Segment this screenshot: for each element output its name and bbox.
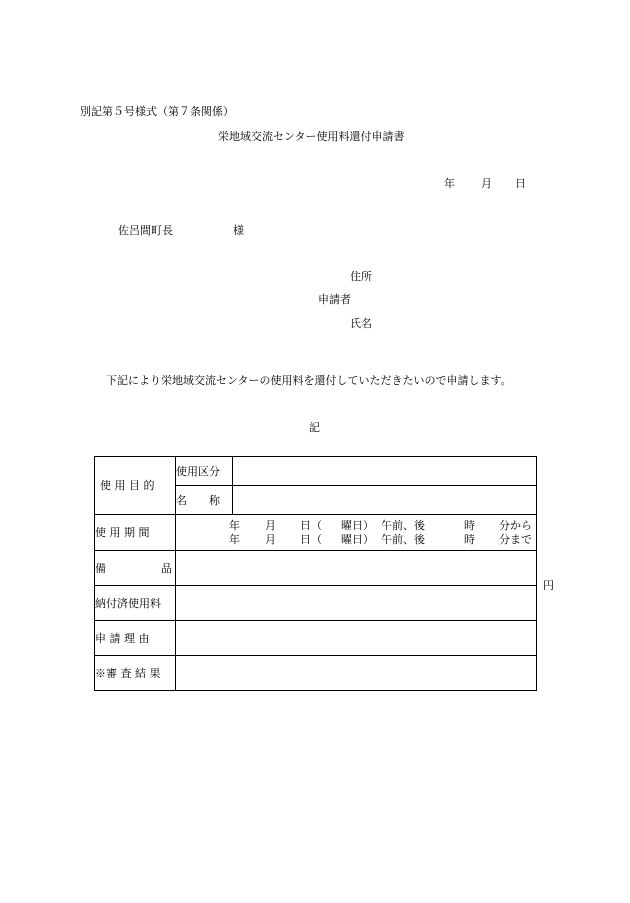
usage-category-field[interactable] xyxy=(233,457,537,486)
equipment-field[interactable] xyxy=(176,551,537,586)
purpose-label: 使 用 目 的 xyxy=(95,457,176,515)
period-from-line: 年 月 日（ 曜日） 午前、後 時 分から xyxy=(229,518,532,532)
application-table xyxy=(94,456,554,691)
table-row xyxy=(95,586,537,621)
facility-name-field[interactable] xyxy=(233,486,537,515)
paid-fee-label: 納付済使用料 xyxy=(95,586,176,621)
addressee-honorific: 様 xyxy=(233,224,244,237)
applicant-label: 申請者 xyxy=(318,293,351,306)
name-label: 氏名 xyxy=(350,317,372,330)
facility-name-label: 名 称 xyxy=(176,486,233,515)
yen-unit: 円 xyxy=(543,579,554,592)
addressee-name: 佐呂間町長 xyxy=(118,224,173,237)
form-number: 別記第５号様式（第７条関係） xyxy=(80,105,234,118)
period-field[interactable] xyxy=(176,515,537,551)
table-row xyxy=(95,457,537,486)
ki-label: 記 xyxy=(309,421,320,434)
reason-field[interactable] xyxy=(176,621,537,656)
table-row xyxy=(95,656,537,691)
address-label: 住所 xyxy=(350,270,372,283)
date-month: 月 xyxy=(481,177,492,190)
review-result-field[interactable] xyxy=(176,656,537,691)
paid-fee-field[interactable] xyxy=(176,579,554,621)
table-row xyxy=(95,621,537,656)
date-day: 日 xyxy=(515,177,526,190)
document-title: 栄地域交流センター使用料還付申請書 xyxy=(218,130,405,143)
date-year: 年 xyxy=(444,177,455,190)
reason-label: 申 請 理 由 xyxy=(95,621,176,656)
table-row xyxy=(95,515,537,551)
equipment-label: 備 品 xyxy=(95,551,176,586)
period-to-line: 年 月 日（ 曜日） 午前、後 時 分まで xyxy=(229,532,532,546)
table-row xyxy=(95,551,537,586)
usage-category-label: 使用区分 xyxy=(176,457,233,486)
period-label: 使 用 期 間 xyxy=(95,515,176,551)
review-result-label: ※審 査 結 果 xyxy=(95,656,176,691)
body-text: 下記により栄地域交流センターの使用料を還付していただきたいので申請します。 xyxy=(106,374,512,387)
